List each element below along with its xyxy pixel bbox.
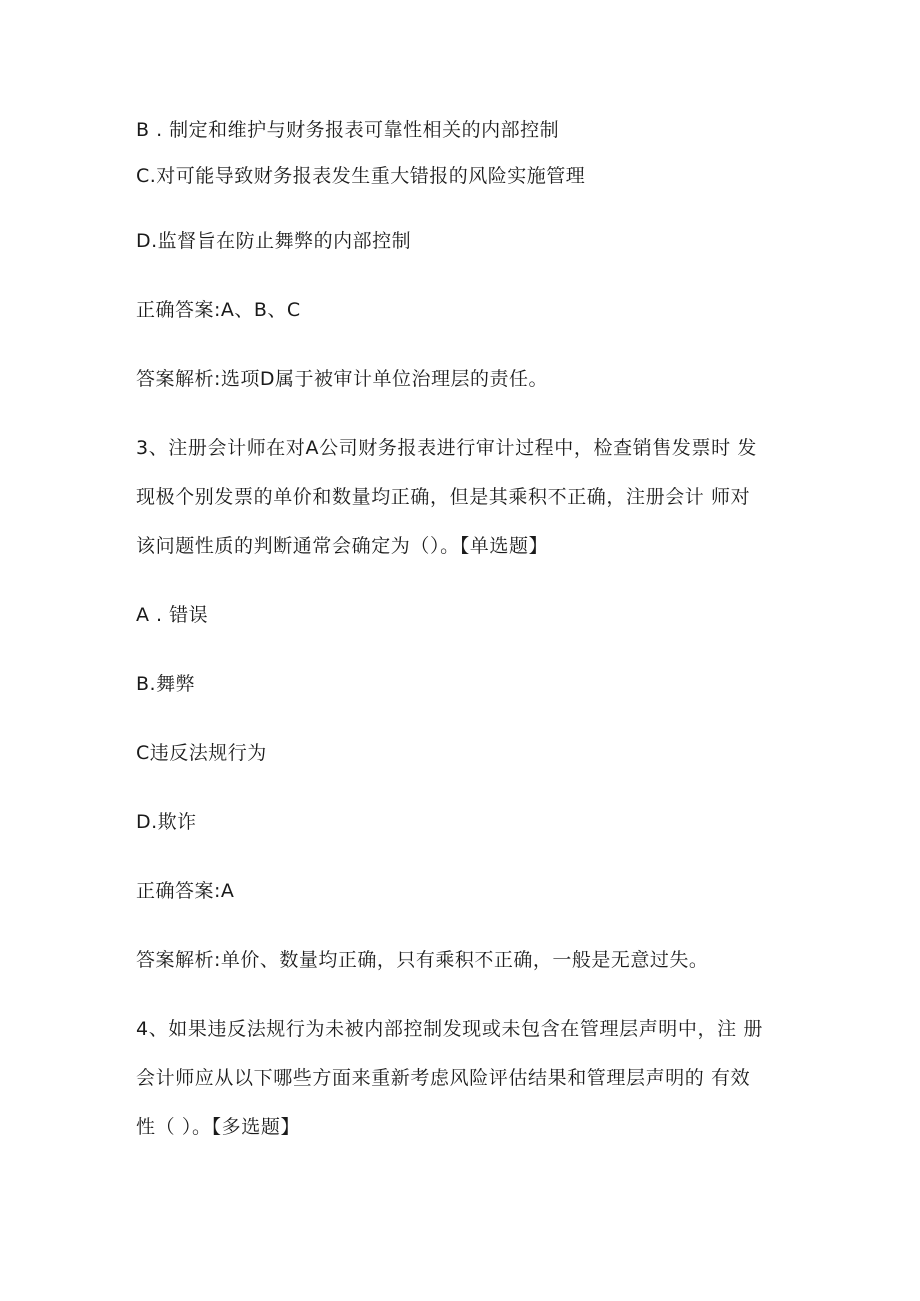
q3-option-c: C违反法规行为 <box>136 742 267 764</box>
q3-stem-line-1: 3、注册会计师在对A公司财务报表进行审计过程中，检查销售发票时 发 <box>136 437 757 459</box>
q4-stem-line-2: 会计师应从以下哪些方面来重新考虑风险评估结果和管理层声明的 有效 <box>136 1067 751 1089</box>
q2-analysis: 答案解析:选项D属于被审计单位治理层的责任。 <box>136 368 549 390</box>
q3-stem-line-2: 现极个别发票的单价和数量均正确，但是其乘积不正确，注册会计 师对 <box>136 486 751 508</box>
q2-option-b: B . 制定和维护与财务报表可靠性相关的内部控制 <box>136 119 560 141</box>
q3-stem-line-3: 该问题性质的判断通常会确定为（）。【单选题】 <box>136 535 549 557</box>
q4-stem-line-1: 4、如果违反法规行为未被内部控制发现或未包含在管理层声明中，注 册 <box>136 1018 763 1040</box>
q3-option-a: A . 错误 <box>136 604 209 626</box>
q2-option-c: C.对可能导致财务报表发生重大错报的风险实施管理 <box>136 165 586 187</box>
q3-option-d: D.欺诈 <box>136 811 197 833</box>
q3-answer: 正确答案:A <box>136 880 235 902</box>
q3-option-b: B.舞弊 <box>136 673 196 695</box>
q4-stem-line-3: 性（ ）。【多选题】 <box>136 1116 301 1138</box>
q3-analysis: 答案解析:单价、数量均正确，只有乘积不正确，一般是无意过失。 <box>136 949 709 971</box>
q2-option-d: D.监督旨在防止舞弊的内部控制 <box>136 230 412 252</box>
q2-answer: 正确答案:A、B、C <box>136 299 301 321</box>
